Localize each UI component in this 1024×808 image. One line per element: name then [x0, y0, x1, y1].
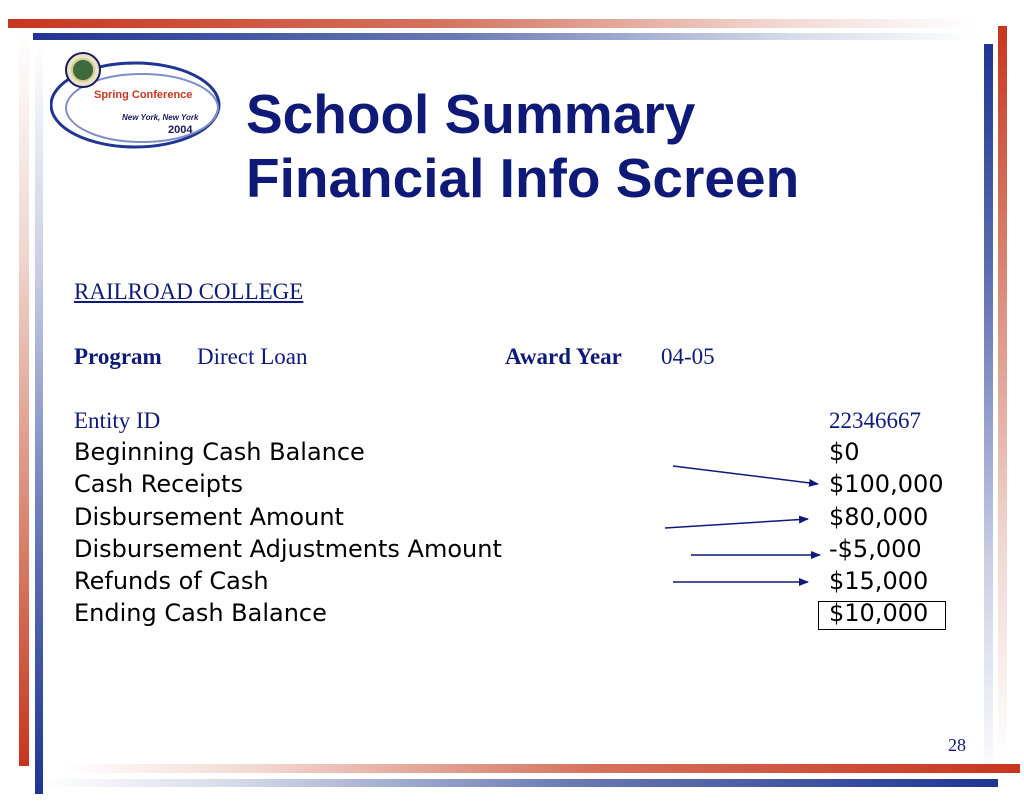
- program-label: Program: [74, 344, 162, 369]
- decorative-bar-right-red: [998, 26, 1007, 764]
- row-value-refunds-of-cash: $15,000: [829, 567, 929, 595]
- decorative-bar-top-red: [8, 19, 976, 28]
- decorative-bar-bottom-blue: [44, 779, 998, 787]
- slide-title: [246, 82, 966, 210]
- row-label-beginning-cash-balance: Beginning Cash Balance: [74, 438, 365, 466]
- decorative-bar-top-blue: [33, 33, 976, 40]
- row-label-cash-receipts: Cash Receipts: [74, 470, 243, 498]
- row-label-refunds-of-cash: Refunds of Cash: [74, 567, 269, 595]
- logo-title: Spring Conference: [94, 89, 193, 101]
- entity-id-value: 22346667: [829, 408, 921, 433]
- row-label-ending-cash-balance: Ending Cash Balance: [74, 599, 327, 627]
- row-label-disbursement-adjustments: Disbursement Adjustments Amount: [74, 535, 502, 563]
- decorative-bar-right-blue: [984, 44, 993, 784]
- conference-logo: [50, 50, 225, 150]
- row-value-disbursement-adjustments: -$5,000: [829, 535, 922, 563]
- school-name: RAILROAD COLLEGE: [74, 279, 304, 304]
- program-value: Direct Loan: [197, 344, 308, 369]
- award-year-value: 04-05: [661, 344, 715, 369]
- decorative-bar-left-blue: [35, 40, 43, 794]
- row-label-disbursement-amount: Disbursement Amount: [74, 503, 344, 531]
- logo-location: New York, New York: [122, 113, 199, 122]
- row-value-disbursement-amount: $80,000: [829, 503, 929, 531]
- logo-year: 2004: [168, 124, 193, 136]
- arrow-to-disbursement-amount: [665, 519, 808, 528]
- decorative-bar-left-red: [19, 29, 29, 766]
- slide-title-line-2: Financial Info Screen: [246, 147, 800, 209]
- page-number: 28: [948, 735, 966, 755]
- decorative-bar-bottom-red: [62, 764, 1020, 773]
- row-value-ending-cash-balance: $10,000: [829, 599, 929, 627]
- entity-id-label: Entity ID: [74, 408, 161, 433]
- award-year-label: Award Year: [505, 344, 622, 369]
- slide-title-line-1: School Summary: [246, 83, 696, 145]
- row-value-beginning-cash-balance: $0: [829, 438, 860, 466]
- row-value-cash-receipts: $100,000: [829, 470, 944, 498]
- arrow-to-cash-receipts: [673, 466, 818, 484]
